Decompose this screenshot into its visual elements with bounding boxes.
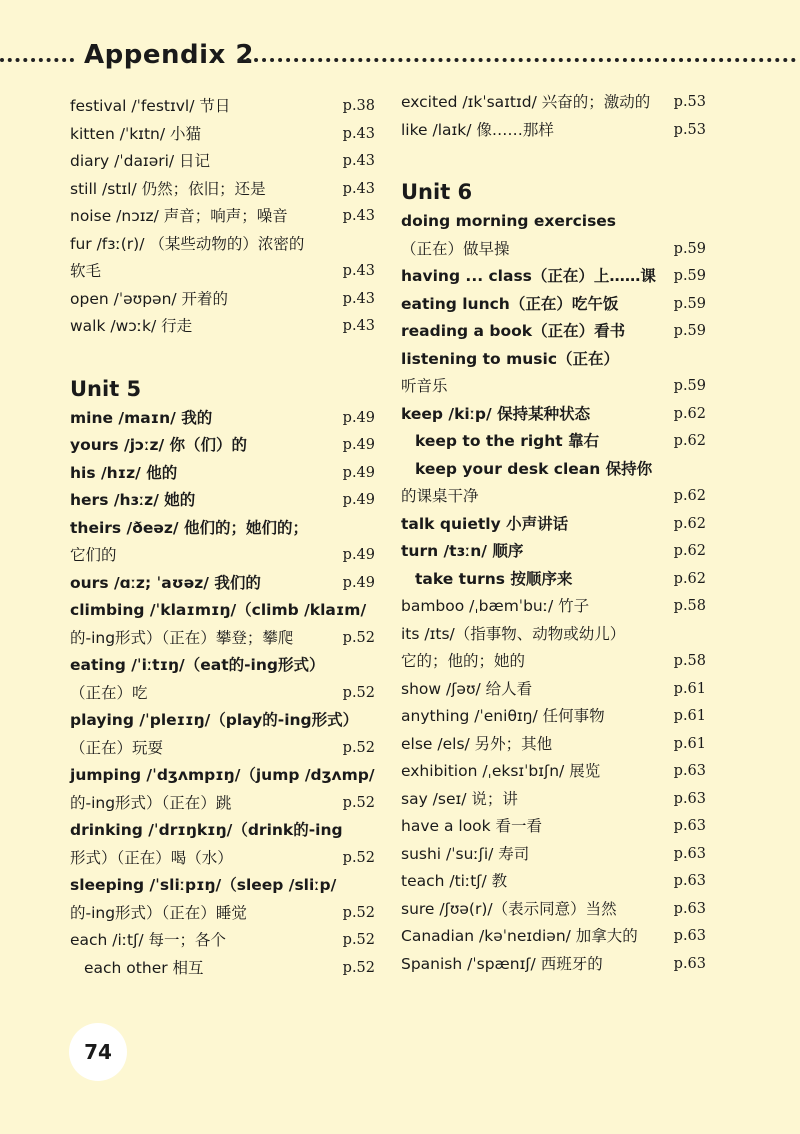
entry-text: keep your desk clean 保持你 — [415, 459, 653, 478]
entry-text: its /ɪts/（指事物、动物或幼儿） — [401, 624, 626, 643]
vocabulary-entry — [401, 786, 706, 814]
page-number: 74 — [69, 1023, 127, 1081]
entry-text: （正在）吃 — [70, 683, 148, 702]
entry-text: each other 相互 — [84, 958, 204, 977]
vocabulary-entry — [401, 868, 706, 896]
vocabulary-entry — [401, 676, 706, 704]
entry-text: still /stɪl/ 仍然；依旧；还是 — [70, 179, 266, 198]
entry-page-ref: p.63 — [673, 955, 706, 972]
vocabulary-entry — [70, 845, 375, 873]
entry-page-ref: p.43 — [342, 318, 375, 334]
vocabulary-entry — [70, 680, 375, 708]
vocabulary-entry — [401, 236, 706, 264]
entry-page-ref: p.59 — [673, 323, 706, 339]
entry-page-ref: p.63 — [673, 873, 706, 889]
vocabulary-entry — [401, 346, 706, 374]
entry-page-ref: p.63 — [673, 900, 706, 917]
entry-text: reading a book（正在）看书 — [401, 322, 626, 340]
entry-page-ref: p.43 — [342, 153, 375, 169]
entry-text: his /hɪz/ 他的 — [70, 463, 178, 482]
entry-text: keep to the right 靠右 — [415, 432, 600, 450]
entry-page-ref: p.59 — [673, 378, 706, 394]
entry-text: doing morning exercises — [401, 212, 617, 230]
entry-text: keep /kiːp/ 保持某种状态 — [401, 404, 591, 423]
entry-page-ref: p.52 — [342, 629, 375, 646]
entry-page-ref: p.59 — [673, 240, 706, 257]
vocabulary-entry — [70, 432, 375, 460]
vocabulary-entry — [401, 511, 706, 539]
vocabulary-entry — [401, 428, 706, 456]
vocabulary-entry — [401, 291, 706, 319]
entry-text: like /laɪk/ 像……那样 — [401, 120, 554, 139]
entry-page-ref: p.61 — [673, 735, 706, 752]
entry-page-ref: p.63 — [673, 763, 706, 779]
entry-text: have a look 看一看 — [401, 817, 543, 835]
vocabulary-entry — [70, 542, 375, 570]
entry-page-ref: p.52 — [342, 849, 375, 866]
vocabulary-entry — [401, 538, 706, 566]
vocabulary-entry — [70, 735, 375, 763]
page-header — [0, 40, 800, 80]
vocabulary-entry — [70, 405, 375, 433]
vocabulary-entry — [70, 231, 375, 259]
entry-page-ref: p.52 — [342, 904, 375, 921]
entry-page-ref: p.43 — [342, 125, 375, 142]
vocabulary-entry — [70, 286, 375, 314]
vocabulary-entry — [401, 401, 706, 429]
entry-page-ref: p.62 — [673, 515, 706, 532]
entry-page-ref: p.63 — [673, 790, 706, 807]
entry-text: bamboo /ˌbæmˈbuː/ 竹子 — [401, 597, 590, 615]
entry-page-ref: p.49 — [342, 492, 375, 508]
entry-text: kitten /ˈkɪtn/ 小猫 — [70, 124, 201, 143]
vocabulary-entry — [70, 570, 375, 598]
entry-page-ref: p.62 — [673, 543, 706, 559]
entry-page-ref: p.43 — [342, 290, 375, 307]
entry-page-ref: p.61 — [673, 680, 706, 697]
vocabulary-entry — [70, 148, 375, 176]
entry-page-ref: p.49 — [342, 464, 375, 481]
entry-page-ref: p.52 — [342, 739, 375, 756]
entry-text: open /ˈəʊpən/ 开着的 — [70, 289, 229, 308]
entry-text: sushi /ˈsuːʃi/ 寿司 — [401, 844, 530, 863]
entry-text: excited /ɪkˈsaɪtɪd/ 兴奋的；激动的 — [401, 93, 651, 111]
vocabulary-entry — [401, 841, 706, 869]
section-spacer — [401, 144, 706, 172]
vocabulary-entry — [401, 703, 706, 731]
vocabulary-entry — [70, 955, 375, 983]
entry-text: 的课桌干净 — [401, 487, 479, 505]
vocabulary-entry — [401, 373, 706, 401]
entry-text: noise /nɔɪz/ 声音；响声；噪音 — [70, 207, 288, 225]
entry-text: 听音乐 — [401, 377, 448, 395]
vocabulary-entry — [401, 456, 706, 484]
entry-text: 的-ing形式）（正在）跳 — [70, 793, 232, 812]
entry-page-ref: p.49 — [342, 409, 375, 426]
entry-text: say /seɪ/ 说；讲 — [401, 789, 518, 808]
vocabulary-entry — [70, 707, 375, 735]
entry-text: take turns 按顺序来 — [415, 569, 573, 588]
entry-page-ref: p.62 — [673, 405, 706, 422]
entry-page-ref: p.43 — [342, 180, 375, 197]
entry-page-ref: p.63 — [673, 928, 706, 944]
entry-page-ref: p.52 — [342, 794, 375, 811]
vocabulary-entry — [401, 593, 706, 621]
section-spacer — [70, 341, 375, 369]
entry-text: ours /ɑːz; ˈaʊəz/ 我们的 — [70, 573, 261, 592]
entry-text: having ... class（正在）上……课 — [401, 267, 656, 285]
entry-page-ref: p.49 — [342, 574, 375, 591]
vocabulary-entry — [401, 648, 706, 676]
entry-text: climbing /ˈklaɪmɪŋ/（climb /klaɪm/ — [70, 601, 367, 619]
vocabulary-entry — [70, 762, 375, 790]
dotted-rule-left — [0, 58, 74, 62]
vocabulary-entry — [401, 263, 706, 291]
vocabulary-entry — [70, 313, 375, 341]
entry-page-ref: p.58 — [673, 598, 706, 614]
entry-page-ref: p.61 — [673, 708, 706, 724]
vocabulary-entry — [401, 483, 706, 511]
unit-heading: Unit 5 — [70, 376, 142, 401]
page-title: Appendix 2 — [84, 40, 254, 70]
entry-text: mine /maɪn/ 我的 — [70, 408, 213, 427]
entry-text: sleeping /ˈsliːpɪŋ/（sleep /sliːp/ — [70, 876, 337, 894]
entry-text: theirs /ðeəz/ 他们的；她们的； — [70, 518, 308, 537]
entry-text: festival /ˈfestɪvl/ 节日 — [70, 97, 231, 115]
entry-page-ref: p.63 — [673, 845, 706, 862]
left-column — [70, 93, 375, 982]
vocabulary-entry — [70, 900, 375, 928]
vocabulary-entry — [70, 652, 375, 680]
entry-page-ref: p.49 — [342, 547, 375, 563]
entry-text: playing /ˈpleɪɪŋ/（play的-ing形式） — [70, 711, 359, 729]
vocabulary-entry — [70, 872, 375, 900]
entry-page-ref: p.53 — [673, 94, 706, 110]
vocabulary-entry — [70, 515, 375, 543]
entry-text: exhibition /ˌeksɪˈbɪʃn/ 展览 — [401, 762, 601, 780]
vocabulary-entry — [401, 951, 706, 979]
vocabulary-entry — [401, 758, 706, 786]
vocabulary-entry — [401, 813, 706, 841]
vocabulary-entry — [401, 566, 706, 594]
vocabulary-entry — [401, 731, 706, 759]
vocabulary-entry — [401, 208, 706, 236]
entry-page-ref: p.49 — [342, 437, 375, 453]
entry-page-ref: p.52 — [342, 932, 375, 948]
entry-page-ref: p.53 — [673, 121, 706, 138]
entry-text: Spanish /ˈspænɪʃ/ 西班牙的 — [401, 954, 603, 973]
vocabulary-entry — [70, 93, 375, 121]
entry-text: 的-ing形式）（正在）睡觉 — [70, 903, 247, 922]
entry-text: hers /hɜːz/ 她的 — [70, 491, 196, 509]
entry-text: yours /jɔːz/ 你（们）的 — [70, 436, 248, 454]
entry-text: drinking /ˈdrɪŋkɪŋ/（drink的-ing — [70, 821, 343, 839]
entry-page-ref: p.62 — [673, 433, 706, 449]
vocabulary-entry — [401, 896, 706, 924]
vocabulary-entry — [70, 817, 375, 845]
entry-text: jumping /ˈdʒʌmpɪŋ/（jump /dʒʌmp/ — [70, 766, 375, 784]
entry-page-ref: p.59 — [673, 295, 706, 312]
unit-heading: Unit 6 — [401, 180, 473, 204]
vocabulary-entry — [401, 89, 706, 117]
entry-page-ref: p.59 — [673, 268, 706, 284]
entry-page-ref: p.62 — [673, 488, 706, 504]
entry-page-ref: p.58 — [673, 653, 706, 669]
entry-text: 形式）（正在）喝（水） — [70, 848, 233, 867]
vocabulary-entry — [70, 790, 375, 818]
entry-text: teach /tiːtʃ/ 教 — [401, 872, 508, 890]
right-column — [401, 89, 706, 978]
vocabulary-entry — [70, 176, 375, 204]
entry-text: diary /ˈdaɪəri/ 日记 — [70, 152, 211, 170]
entry-text: listening to music（正在） — [401, 349, 620, 368]
entry-text: 软毛 — [70, 262, 102, 280]
vocabulary-entry — [401, 923, 706, 951]
entry-text: talk quietly 小声讲话 — [401, 514, 569, 533]
vocabulary-entry — [401, 318, 706, 346]
entry-page-ref: p.43 — [342, 263, 375, 279]
entry-text: （正在）做早操 — [401, 239, 510, 258]
entry-text: Canadian /kəˈneɪdiən/ 加拿大的 — [401, 927, 638, 945]
entry-page-ref: p.63 — [673, 818, 706, 834]
vocabulary-entry — [70, 121, 375, 149]
entry-text: eating /ˈiːtɪŋ/（eat的-ing形式） — [70, 656, 325, 674]
vocabulary-entry — [70, 460, 375, 488]
entry-text: else /els/ 另外；其他 — [401, 734, 553, 753]
vocabulary-entry — [70, 625, 375, 653]
vocabulary-entry — [70, 487, 375, 515]
entry-text: show /ʃəʊ/ 给人看 — [401, 679, 533, 698]
entry-page-ref: p.38 — [342, 98, 375, 114]
entry-text: each /iːtʃ/ 每一；各个 — [70, 931, 226, 949]
entry-text: 的-ing形式）（正在）攀登；攀爬 — [70, 628, 294, 647]
entry-page-ref: p.62 — [673, 570, 706, 587]
entry-text: （正在）玩耍 — [70, 738, 164, 757]
entry-text: 它们的 — [70, 546, 117, 564]
entry-text: turn /tɜːn/ 顺序 — [401, 542, 524, 560]
entry-page-ref: p.52 — [342, 959, 375, 976]
entry-page-ref: p.52 — [342, 684, 375, 701]
entry-text: sure /ʃʊə(r)/（表示同意）当然 — [401, 899, 617, 918]
dotted-rule-right — [238, 58, 796, 62]
vocabulary-entry — [70, 258, 375, 286]
vocabulary-entry — [401, 621, 706, 649]
entry-text: eating lunch（正在）吃午饭 — [401, 294, 619, 313]
entry-text: walk /wɔːk/ 行走 — [70, 317, 193, 335]
vocabulary-entry — [401, 117, 706, 145]
entry-text: anything /ˈeniθɪŋ/ 任何事物 — [401, 707, 605, 725]
vocabulary-entry — [70, 597, 375, 625]
entry-text: fur /fɜː(r)/ （某些动物的）浓密的 — [70, 234, 305, 253]
vocabulary-entry — [70, 927, 375, 955]
entry-text: 它的；他的；她的 — [401, 652, 526, 670]
entry-page-ref: p.43 — [342, 208, 375, 224]
vocabulary-entry — [70, 203, 375, 231]
